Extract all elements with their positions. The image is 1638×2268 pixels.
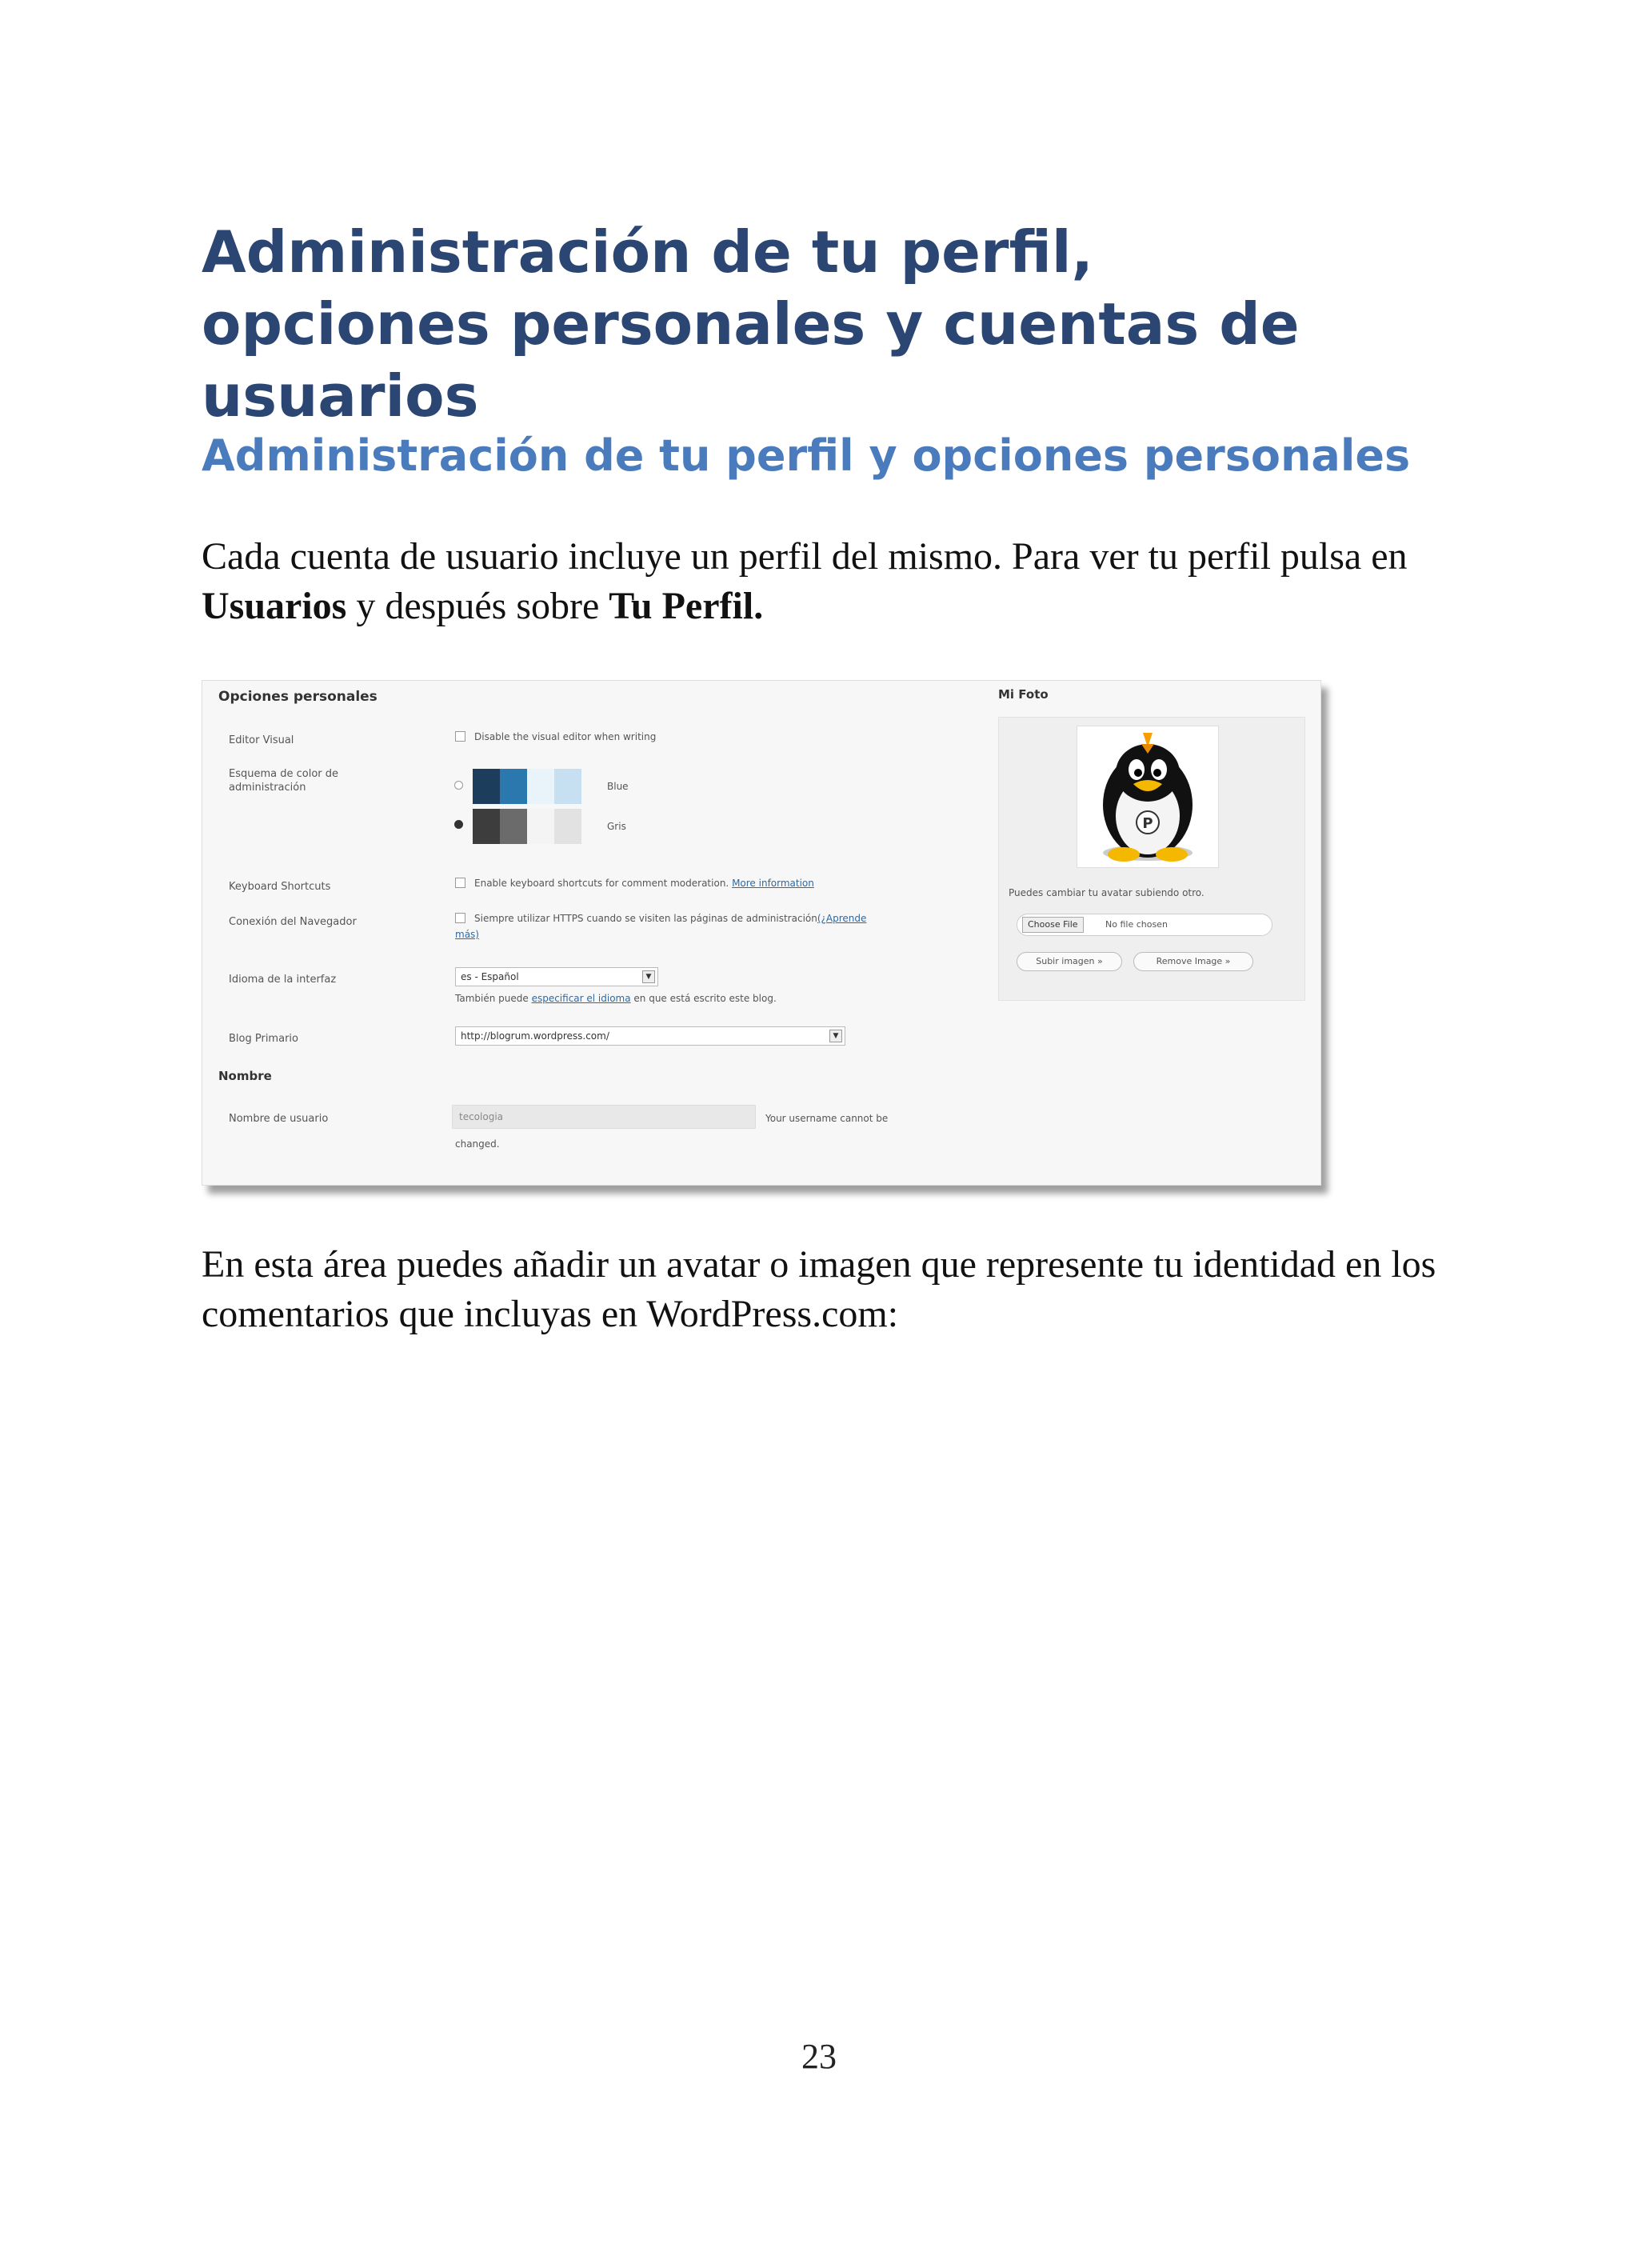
- keyboard-shortcuts-option: Enable keyboard shortcuts for comment moderation.: [474, 878, 729, 889]
- scheme-gray-swatches: [473, 809, 581, 844]
- specify-language-link[interactable]: especificar el idioma: [531, 993, 631, 1004]
- swatch: [473, 809, 500, 844]
- profile-screenshot: [202, 680, 1321, 1186]
- swatch: [527, 809, 554, 844]
- learn-more-link[interactable]: (¿Aprende: [817, 913, 867, 924]
- intro-text-middle: y después sobre: [346, 585, 609, 627]
- tu-perfil-term: Tu Perfil.: [609, 585, 764, 627]
- swatch: [473, 769, 500, 804]
- section-title: Administración de tu perfil y opciones personales: [202, 430, 1411, 481]
- intro-paragraph: [202, 532, 1449, 631]
- username-note-continued: changed.: [455, 1138, 500, 1150]
- avatar-paragraph: En esta área puedes añadir un avatar o imagen que represente tu identidad en los comentarios que incluyas en WordPress.com:: [202, 1243, 1436, 1335]
- my-photo-heading: Mi Foto: [998, 687, 1049, 702]
- upload-image-button[interactable]: Subir imagen »: [1017, 952, 1122, 971]
- primary-blog-value: http://blogrum.wordpress.com/: [461, 1030, 609, 1042]
- avatar: [1077, 726, 1219, 868]
- svg-text:P: P: [1142, 815, 1153, 832]
- swatch: [500, 809, 527, 844]
- chevron-down-icon: ▼: [642, 970, 655, 983]
- primary-blog-select[interactable]: [455, 1026, 845, 1046]
- chevron-down-icon: ▼: [829, 1030, 842, 1042]
- swatch: [527, 769, 554, 804]
- personal-options-heading: Opciones personales: [218, 689, 378, 705]
- keyboard-shortcuts-checkbox[interactable]: [455, 878, 465, 888]
- language-help: [455, 993, 777, 1004]
- https-text: [474, 913, 866, 924]
- scheme-gray-radio[interactable]: [454, 820, 463, 829]
- https-checkbox[interactable]: [455, 913, 465, 923]
- swatch: [554, 809, 581, 844]
- scheme-blue-radio[interactable]: [454, 781, 463, 790]
- swatch: [554, 769, 581, 804]
- keyboard-shortcuts-text: [474, 878, 814, 889]
- avatar-help-text: Puedes cambiar tu avatar subiendo otro.: [1009, 887, 1205, 898]
- language-help-before: También puede: [455, 993, 532, 1004]
- penguin-avatar-icon: [1077, 726, 1218, 867]
- no-file-chosen-text: No file chosen: [1105, 919, 1168, 930]
- browser-connection-label: Conexión del Navegador: [229, 916, 357, 928]
- username-input: tecologia: [452, 1105, 756, 1129]
- chapter-title: Administración de tu perfil, opciones personales y cuentas de usuarios: [202, 218, 1300, 430]
- primary-blog-label: Blog Primario: [229, 1033, 298, 1045]
- username-note: Your username cannot be: [765, 1113, 889, 1124]
- file-picker: [1017, 914, 1272, 936]
- disable-visual-editor-checkbox[interactable]: [455, 731, 465, 742]
- scheme-blue-swatches: [473, 769, 581, 804]
- scheme-gray-label: Gris: [607, 821, 626, 832]
- color-scheme-label: Esquema de color de administración: [229, 768, 339, 794]
- keyboard-shortcuts-label: Keyboard Shortcuts: [229, 881, 331, 893]
- usuarios-term: Usuarios: [202, 585, 347, 627]
- intro-text: Cada cuenta de usuario incluye un perfil del mismo. Para ver tu perfil pulsa en: [202, 535, 1408, 578]
- language-help-after: en que está escrito este blog.: [630, 993, 777, 1004]
- remove-image-button[interactable]: Remove Image »: [1133, 952, 1253, 971]
- language-select-value: es - Español: [461, 971, 519, 982]
- https-option: Siempre utilizar HTTPS cuando se visiten las páginas de administración: [474, 913, 817, 924]
- my-photo-panel: [998, 717, 1305, 1001]
- language-select[interactable]: [455, 967, 658, 986]
- scheme-blue-label: Blue: [607, 781, 629, 792]
- disable-visual-editor-text: Disable the visual editor when writing: [474, 731, 657, 742]
- username-label: Nombre de usuario: [229, 1113, 329, 1125]
- swatch: [500, 769, 527, 804]
- choose-file-button[interactable]: Choose File: [1022, 917, 1084, 933]
- learn-more-link-continued[interactable]: más): [455, 929, 479, 940]
- name-section-heading: Nombre: [218, 1069, 272, 1083]
- interface-language-label: Idioma de la interfaz: [229, 974, 337, 986]
- page-number: 23: [801, 2037, 837, 2076]
- more-information-link[interactable]: More information: [732, 878, 814, 889]
- visual-editor-label: Editor Visual: [229, 734, 294, 746]
